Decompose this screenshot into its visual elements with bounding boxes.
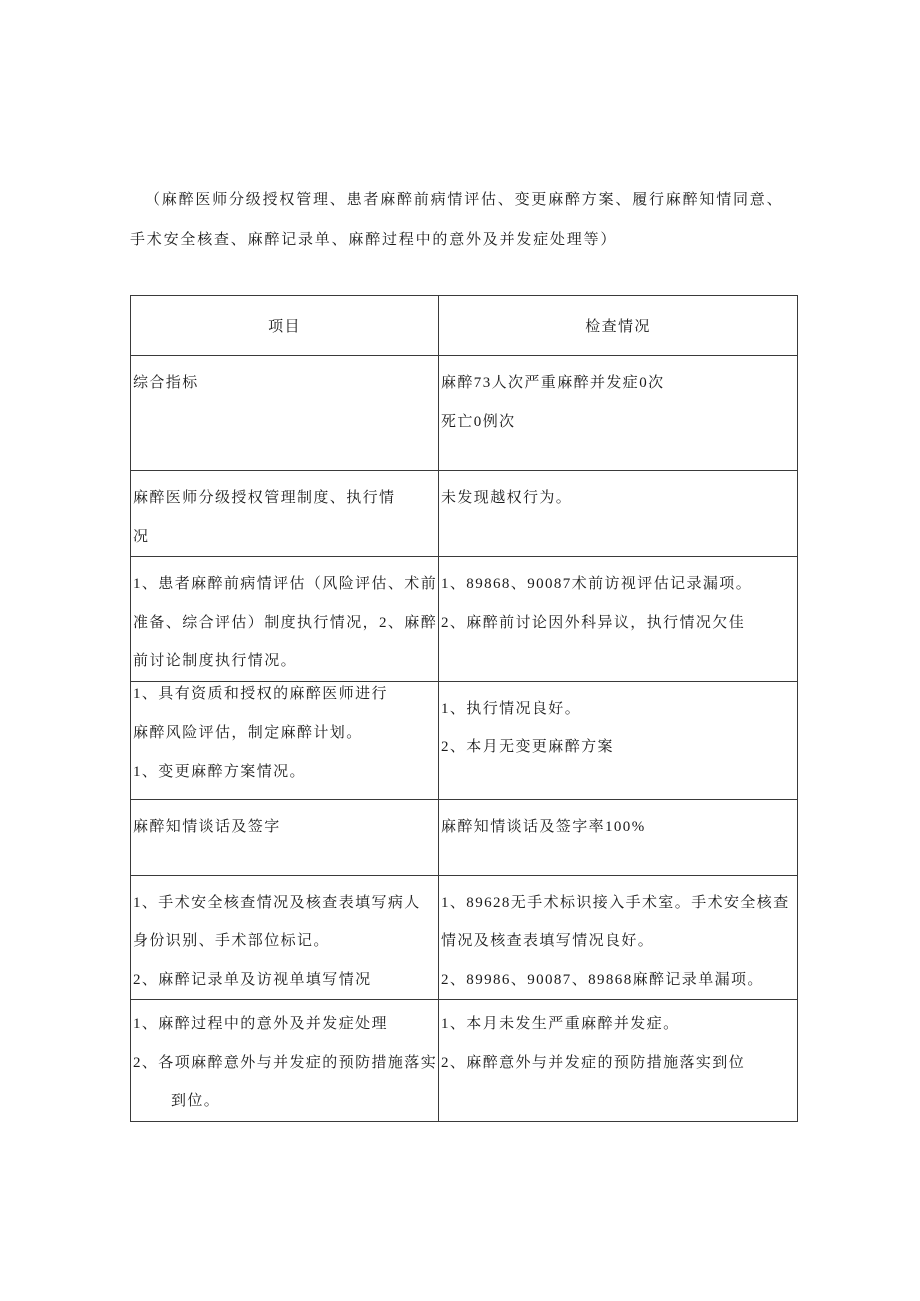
status-cell [439, 875, 798, 1000]
table-row [131, 875, 798, 1000]
status-cell [439, 1000, 798, 1122]
item-text: 2、麻醉记录单及访视单填写情况 [133, 971, 372, 988]
status-text: 麻醉知情谈话及签字率100% [441, 818, 646, 835]
table-row [131, 681, 798, 799]
table-header-row [131, 296, 798, 356]
table-row [131, 471, 798, 557]
item-text: 1、具有资质和授权的麻醉医师进行 [133, 685, 388, 702]
status-text: 1、89868、90087术前访视评估记录漏项。 [441, 576, 753, 592]
status-text: 未发现越权行为。 [441, 490, 573, 506]
item-cell [131, 557, 439, 682]
item-cell [131, 799, 439, 875]
item-text: 况 [133, 528, 150, 545]
table-row [131, 557, 798, 682]
item-cell [131, 681, 439, 799]
status-text: 2、89986、90087、89868麻醉记录单漏项。 [441, 971, 764, 988]
item-text: 1、变更麻醉方案情况。 [133, 763, 306, 780]
status-text: 1、本月未发生严重麻醉并发症。 [441, 1016, 680, 1032]
table-row [131, 799, 798, 875]
status-text: 2、麻醉意外与并发症的预防措施落实到位 [441, 1054, 746, 1071]
status-cell [439, 799, 798, 875]
item-cell [131, 1000, 439, 1122]
intro-line: （麻醉医师分级授权管理、患者麻醉前病情评估、变更麻醉方案、履行麻醉知情同意、 [145, 192, 784, 208]
item-text: 综合指标 [133, 375, 199, 391]
status-text: 情况及核查表填写情况良好。 [441, 933, 655, 949]
header-item: 项目 [131, 296, 439, 356]
item-text: 麻醉医师分级授权管理制度、执行情 [133, 490, 396, 506]
item-text: 麻醉知情谈话及签字 [133, 818, 281, 835]
item-text: 麻醉风险评估，制定麻醉计划。 [133, 724, 363, 741]
item-text: 到位。 [171, 1093, 221, 1109]
item-text: 身份识别、手术部位标记。 [133, 933, 330, 949]
intro-line: 手术安全核查、麻醉记录单、麻醉过程中的意外及并发症处理等） [130, 232, 618, 248]
status-cell [439, 681, 798, 799]
status-text: 死亡0例次 [441, 413, 516, 430]
anesthesia-inspection-table [130, 295, 798, 1122]
status-text: 1、89628无手术标识接入手术室。手术安全核查 [441, 894, 790, 911]
table-row [131, 356, 798, 471]
status-text: 2、麻醉前讨论因外科异议，执行情况欠佳 [441, 614, 746, 631]
item-text: 1、患者麻醉前病情评估（风险评估、术前 [133, 576, 438, 592]
item-text: 1、手术安全核查情况及核查表填写病人 [133, 894, 421, 911]
item-cell [131, 875, 439, 1000]
status-cell [439, 471, 798, 557]
item-text: 2、各项麻醉意外与并发症的预防措施落实 [133, 1054, 438, 1071]
status-text: 1、执行情况良好。 [441, 700, 582, 717]
status-text: 2、本月无变更麻醉方案 [441, 739, 614, 755]
item-text: 准备、综合评估）制度执行情况，2、麻醉 [133, 614, 438, 631]
status-cell [439, 557, 798, 682]
item-cell [131, 471, 439, 557]
item-text: 1、麻醉过程中的意外及并发症处理 [133, 1016, 388, 1032]
item-text: 前讨论制度执行情况。 [133, 653, 298, 669]
item-cell [131, 356, 439, 471]
status-text: 麻醉73人次严重麻醉并发症0次 [441, 375, 665, 391]
header-status: 检查情况 [439, 296, 798, 356]
table-row [131, 1000, 798, 1122]
status-cell [439, 356, 798, 471]
